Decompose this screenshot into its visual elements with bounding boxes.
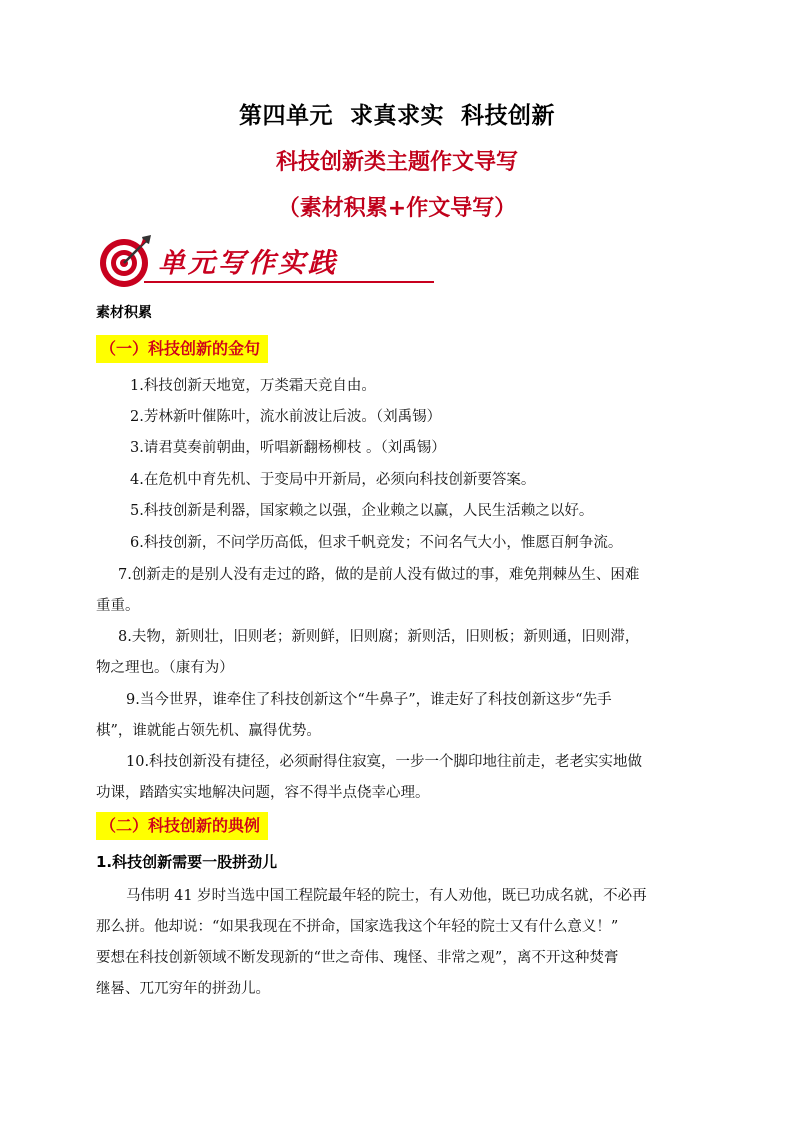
part1-heading: （一）科技创新的金句 <box>96 335 268 363</box>
quote-line: 7.创新走的是别人没有走过的路，做的是前人没有做过的事，难免荆棘丛生、困难 <box>118 567 640 583</box>
quote-line: 1.科技创新天地宽，万类霜天竞自由。 <box>130 378 376 394</box>
quote-line: 5.科技创新是利器，国家赖之以强，企业赖之以赢，人民生活赖之以好。 <box>130 503 594 519</box>
quote-line: 10.科技创新没有捷径，必须耐得住寂寞，一步一个脚印地往前走，老老实实地做 <box>126 754 643 770</box>
quote-line-cont: 功课，踏踏实实地解决问题，容不得半点侥幸心理。 <box>96 785 430 801</box>
example-line: 要想在科技创新领域不断发现新的“世之奇伟、瑰怪、非常之观”，离不开这种焚膏 <box>96 950 619 966</box>
banner-title: 单元写作实践 <box>158 248 338 279</box>
quote-line-cont: 物之理也。（康有为） <box>96 660 234 676</box>
quote-line-cont: 棋”，谁就能占领先机、赢得优势。 <box>96 723 321 739</box>
section-label: 素材积累 <box>96 305 152 321</box>
page-subtitle-secondary: （素材积累+作文导写） <box>277 196 517 221</box>
example-heading: 1.科技创新需要一股拼劲儿 <box>96 853 278 871</box>
quote-line: 3.请君莫奏前朝曲，听唱新翻杨柳枝 。（刘禹锡） <box>130 440 446 456</box>
quote-line: 4.在危机中育先机、于变局中开新局，必须向科技创新要答案。 <box>130 472 536 488</box>
part2-heading: （二）科技创新的典例 <box>96 812 268 840</box>
quote-line: 6.科技创新，不问学历高低，但求千帆竞发；不问名气大小，惟愿百舸争流。 <box>130 535 623 551</box>
page-title: 第四单元 求真求实 科技创新 <box>238 103 556 129</box>
quote-line: 9.当今世界，谁牵住了科技创新这个“牛鼻子”，谁走好了科技创新这步“先手 <box>126 692 612 708</box>
unit-banner <box>96 233 336 289</box>
example-line: 马伟明 41 岁时当选中国工程院最年轻的院士，有人劝他，既已功成名就，不必再 <box>126 888 647 904</box>
page-subtitle: 科技创新类主题作文导写 <box>275 150 518 175</box>
quote-line: 8.夫物，新则壮，旧则老；新则鲜，旧则腐；新则活，旧则板；新则通，旧则滞， <box>118 629 640 645</box>
example-line: 继晷、兀兀穷年的拼劲儿。 <box>96 981 270 997</box>
banner-underline <box>144 281 434 283</box>
example-line: 那么拼。他却说：“如果我现在不拼命，国家选我这个年轻的院士又有什么意义！” <box>96 919 619 935</box>
quote-line-cont: 重重。 <box>96 598 140 614</box>
quote-line: 2.芳林新叶催陈叶，流水前波让后波。（刘禹锡） <box>130 409 442 425</box>
